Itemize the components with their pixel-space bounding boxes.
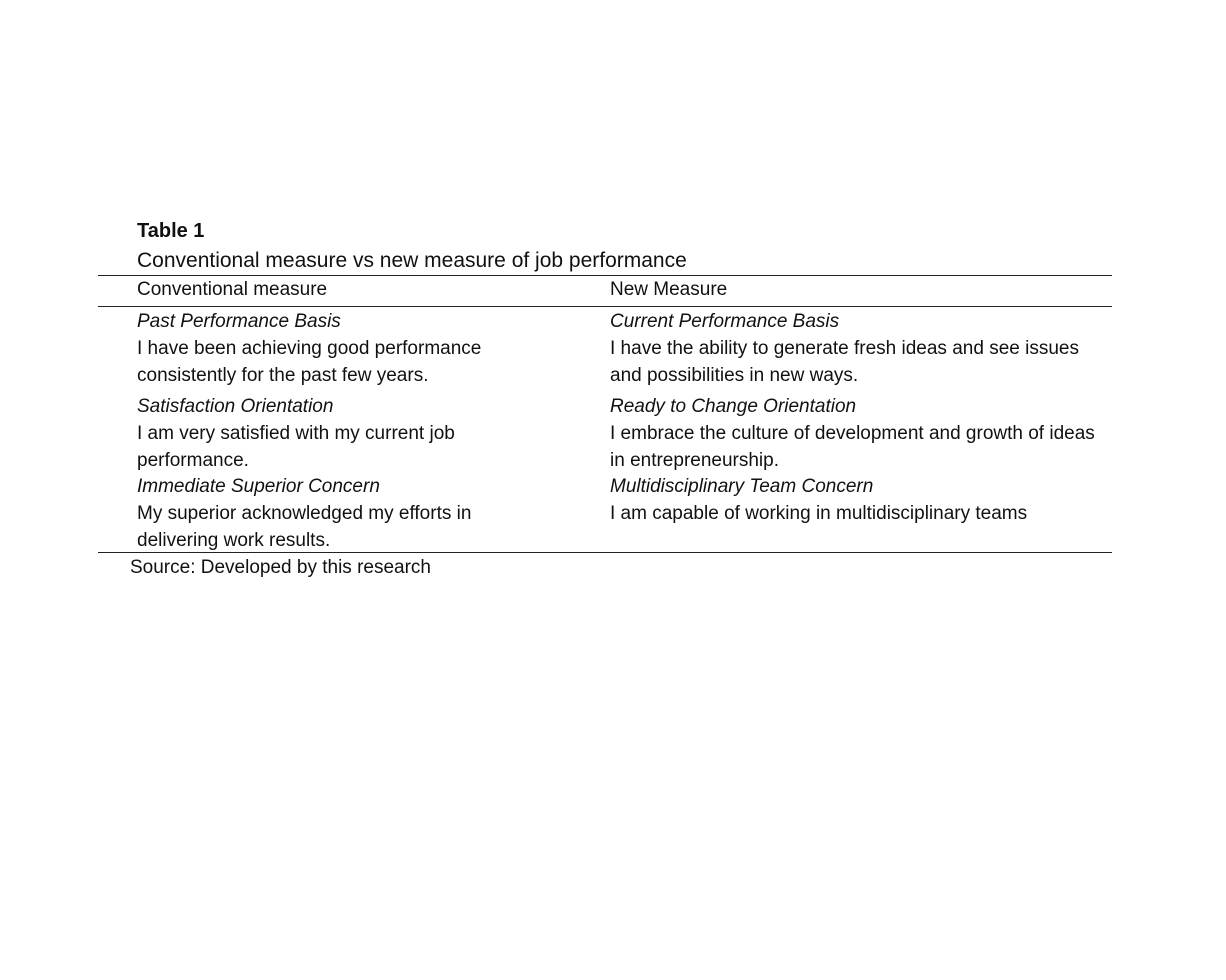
table-source-note: Source: Developed by this research	[130, 557, 431, 578]
cell-heading: Immediate Superior Concern	[137, 476, 380, 497]
cell-statement: I embrace the culture of development and growth of ideas in entrepreneurship.	[610, 423, 1095, 471]
table-title: Conventional measure vs new measure of job performance	[137, 249, 687, 272]
table-cell-new-1	[610, 308, 1100, 389]
table-cell-new-3	[610, 473, 1100, 527]
cell-heading: Multidisciplinary Team Concern	[610, 476, 874, 497]
table-bottom-rule	[98, 552, 1112, 553]
cell-heading: Ready to Change Orientation	[610, 396, 857, 417]
column-header-new: New Measure	[610, 279, 728, 300]
cell-statement: I am very satisfied with my current job performance.	[137, 423, 455, 471]
cell-statement: I have been achieving good performance consistently for the past few years.	[137, 338, 482, 386]
column-header-conventional: Conventional measure	[137, 279, 328, 300]
cell-statement: My superior acknowledged my efforts in delivering work results.	[137, 503, 472, 551]
cell-heading: Past Performance Basis	[137, 311, 341, 332]
table-cell-conventional-3	[137, 473, 557, 554]
table-cell-conventional-1	[137, 308, 557, 389]
table-top-rule	[98, 275, 1112, 276]
table-label: Table 1	[137, 220, 205, 242]
cell-statement: I have the ability to generate fresh ideas and see issues and possibilities in new ways.	[610, 338, 1079, 386]
cell-heading: Current Performance Basis	[610, 311, 840, 332]
table-header-rule	[98, 306, 1112, 307]
cell-statement: I am capable of working in multidisciplinary teams	[610, 503, 1028, 524]
table-cell-conventional-2	[137, 393, 557, 474]
table-cell-new-2	[610, 393, 1100, 474]
cell-heading: Satisfaction Orientation	[137, 396, 334, 417]
